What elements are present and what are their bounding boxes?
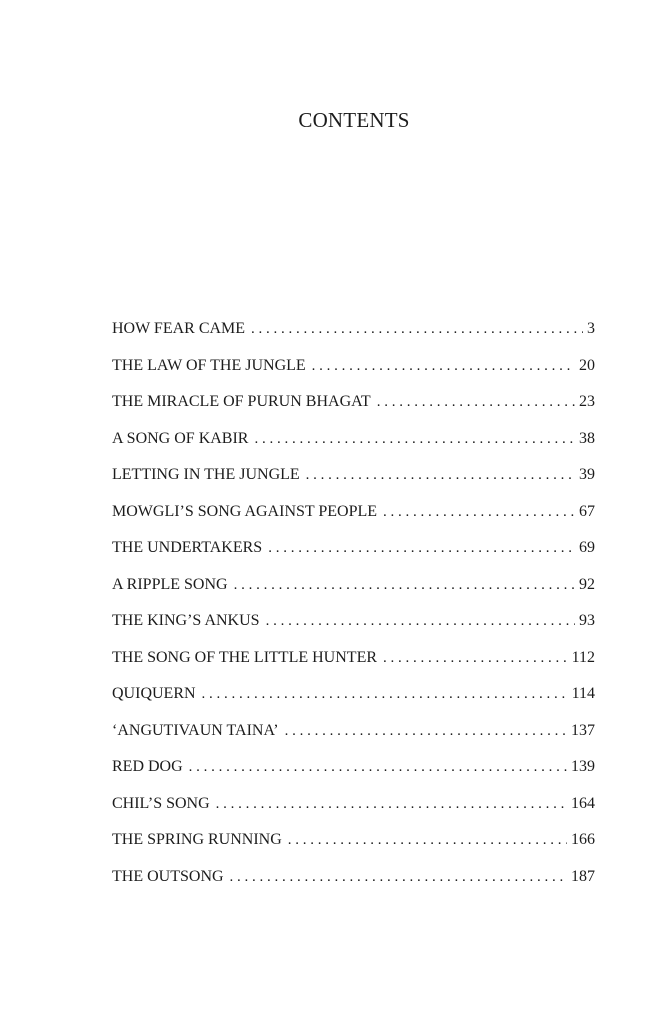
toc-entry[interactable] bbox=[112, 539, 595, 576]
dot-leader bbox=[230, 869, 567, 886]
toc-entry[interactable] bbox=[112, 649, 595, 686]
toc-entry[interactable] bbox=[112, 758, 595, 795]
toc-entry-page-number: 139 bbox=[571, 758, 595, 775]
dot-leader bbox=[288, 832, 567, 849]
dot-leader bbox=[268, 540, 575, 557]
toc-entry-title: THE MIRACLE OF PURUN BHAGAT bbox=[112, 393, 371, 410]
dot-leader bbox=[202, 686, 568, 703]
dot-leader bbox=[254, 431, 575, 448]
toc-entry-page-number: 38 bbox=[579, 429, 595, 447]
toc-entry[interactable] bbox=[112, 357, 595, 394]
toc-entry[interactable] bbox=[112, 612, 595, 649]
toc-entry-page-number: 114 bbox=[571, 685, 595, 702]
toc-entry[interactable] bbox=[112, 722, 595, 759]
toc-entry-page-number: 164 bbox=[571, 794, 595, 812]
toc-entry[interactable] bbox=[112, 685, 595, 722]
dot-leader bbox=[383, 504, 575, 521]
toc-entry[interactable] bbox=[112, 430, 595, 467]
toc-entry[interactable] bbox=[112, 466, 595, 503]
toc-entry-page-number: 93 bbox=[579, 612, 595, 629]
toc-entry-title: HOW FEAR CAME bbox=[112, 320, 246, 337]
toc-entry-page-number: 39 bbox=[579, 466, 595, 483]
toc-entry[interactable] bbox=[112, 795, 595, 832]
toc-entry-title: CHIL’S SONG bbox=[112, 794, 210, 812]
toc-entry-title: MOWGLI’S SONG AGAINST PEOPLE bbox=[112, 502, 378, 520]
dot-leader bbox=[285, 723, 567, 740]
toc-entry[interactable] bbox=[112, 831, 595, 868]
toc-entry-page-number: 166 bbox=[571, 831, 595, 848]
toc-entry-page-number: 20 bbox=[579, 356, 595, 374]
dot-leader bbox=[216, 796, 567, 813]
toc-entry-page-number: 23 bbox=[579, 393, 595, 410]
dot-leader bbox=[234, 577, 575, 594]
toc-entry-page-number: 112 bbox=[571, 648, 595, 666]
toc-entry-title: A RIPPLE SONG bbox=[112, 575, 228, 593]
toc-entry-page-number: 3 bbox=[587, 320, 595, 337]
dot-leader bbox=[306, 467, 575, 484]
toc-entry-title: QUIQUERN bbox=[112, 685, 196, 702]
dot-leader bbox=[377, 394, 575, 411]
dot-leader bbox=[383, 650, 568, 667]
dot-leader bbox=[312, 358, 575, 375]
toc-entry-page-number: 137 bbox=[571, 721, 595, 739]
toc-entry[interactable] bbox=[112, 503, 595, 540]
toc-entry[interactable] bbox=[112, 576, 595, 613]
dot-leader bbox=[189, 759, 567, 776]
table-of-contents bbox=[112, 320, 595, 904]
toc-entry[interactable] bbox=[112, 868, 595, 905]
toc-entry-title: THE SONG OF THE LITTLE HUNTER bbox=[112, 648, 378, 666]
toc-entry-title: THE SPRING RUNNING bbox=[112, 831, 282, 848]
toc-entry-title: RED DOG bbox=[112, 758, 183, 775]
toc-entry-page-number: 187 bbox=[571, 867, 595, 885]
toc-entry-title: THE OUTSONG bbox=[112, 867, 224, 885]
toc-entry-title: THE KING’S ANKUS bbox=[112, 612, 260, 629]
toc-entry-title: A SONG OF KABIR bbox=[112, 429, 249, 447]
toc-entry[interactable] bbox=[112, 320, 595, 357]
toc-entry-page-number: 69 bbox=[579, 539, 595, 556]
dot-leader bbox=[251, 321, 583, 338]
dot-leader bbox=[266, 613, 575, 630]
toc-entry-title: THE UNDERTAKERS bbox=[112, 539, 263, 556]
toc-entry-page-number: 67 bbox=[579, 502, 595, 520]
toc-entry-title: THE LAW OF THE JUNGLE bbox=[112, 356, 306, 374]
page-title: CONTENTS bbox=[298, 108, 410, 132]
toc-entry-title: ‘ANGUTIVAUN TAINA’ bbox=[112, 721, 279, 739]
toc-entry-page-number: 92 bbox=[579, 575, 595, 593]
toc-entry[interactable] bbox=[112, 393, 595, 430]
toc-entry-title: LETTING IN THE JUNGLE bbox=[112, 466, 300, 483]
